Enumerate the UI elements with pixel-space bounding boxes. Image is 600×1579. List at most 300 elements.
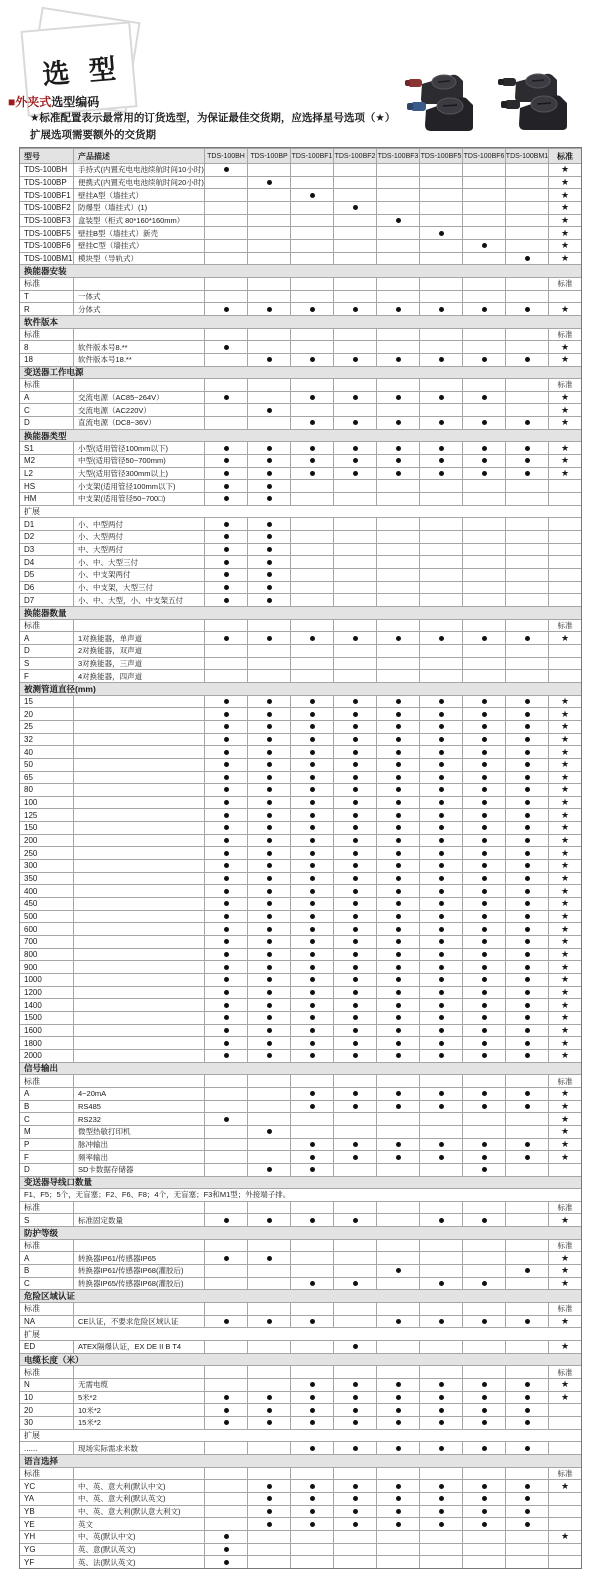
- availability-cell: [505, 202, 548, 214]
- availability-cell: [462, 632, 505, 644]
- empty-cell: [376, 329, 419, 341]
- availability-cell: [333, 569, 376, 581]
- availability-dot-icon: [353, 927, 358, 932]
- availability-cell: [247, 1025, 290, 1037]
- availability-dot-icon: [396, 420, 401, 425]
- availability-cell: [462, 544, 505, 556]
- transducer-pair-right: [498, 74, 567, 130]
- availability-cell: [419, 860, 462, 872]
- availability-dot-icon: [439, 990, 444, 995]
- row-code: 350: [24, 874, 38, 884]
- availability-cell: [462, 164, 505, 176]
- table-row: [20, 720, 581, 733]
- availability-cell: [290, 582, 333, 594]
- availability-cell: [505, 468, 548, 480]
- availability-cell: [462, 569, 505, 581]
- standard-cell: [548, 784, 581, 796]
- row-code: 25: [24, 722, 33, 732]
- availability-cell: [204, 518, 247, 530]
- availability-cell: [505, 1544, 548, 1556]
- availability-cell: [419, 417, 462, 429]
- row-code: TDS-100BF1: [24, 190, 71, 200]
- availability-dot-icon: [482, 471, 487, 476]
- standard-cell: [548, 1164, 581, 1176]
- empty-cell: [333, 620, 376, 632]
- availability-cell: [376, 809, 419, 821]
- row-desc: [73, 961, 204, 973]
- availability-dot-icon: [396, 307, 401, 312]
- row-code: TDS-100BH: [24, 165, 68, 175]
- availability-cell: [376, 898, 419, 910]
- availability-cell: [333, 354, 376, 366]
- row-code: NA: [24, 1317, 36, 1327]
- availability-cell: [376, 582, 419, 594]
- row-code: M: [24, 1127, 31, 1137]
- availability-dot-icon: [525, 1041, 530, 1046]
- availability-cell: [247, 1265, 290, 1277]
- standard-star-icon: ★: [560, 911, 570, 922]
- table-row: [20, 1555, 581, 1568]
- standard-cell: [548, 1506, 581, 1518]
- availability-cell: [505, 1480, 548, 1492]
- availability-dot-icon: [525, 825, 530, 830]
- availability-dot-icon: [439, 863, 444, 868]
- availability-dot-icon: [267, 1408, 272, 1413]
- availability-cell: [204, 392, 247, 404]
- row-code: ......: [24, 1443, 38, 1453]
- availability-dot-icon: [396, 1395, 401, 1400]
- availability-cell: [462, 936, 505, 948]
- availability-dot-icon: [353, 990, 358, 995]
- row-desc: [73, 835, 204, 847]
- row-code: 100: [24, 798, 38, 808]
- subsection-row: [20, 1327, 581, 1340]
- availability-cell: [247, 670, 290, 682]
- table-row: [20, 1125, 581, 1138]
- table-row: [20, 1251, 581, 1264]
- row-desc: 分体式: [73, 303, 204, 315]
- table-row: [20, 1441, 581, 1454]
- availability-cell: [204, 215, 247, 227]
- availability-dot-icon: [396, 750, 401, 755]
- availability-cell: [204, 645, 247, 657]
- availability-cell: [376, 1151, 419, 1163]
- availability-cell: [204, 860, 247, 872]
- availability-dot-icon: [224, 1534, 229, 1539]
- availability-cell: [204, 1265, 247, 1277]
- availability-dot-icon: [525, 990, 530, 995]
- standard-cell: [548, 1265, 581, 1277]
- row-desc: [73, 987, 204, 999]
- availability-cell: [419, 569, 462, 581]
- availability-cell: [505, 1506, 548, 1518]
- availability-cell: [419, 873, 462, 885]
- availability-dot-icon: [353, 205, 358, 210]
- availability-dot-icon: [396, 1382, 401, 1387]
- availability-cell: [290, 809, 333, 821]
- availability-dot-icon: [482, 446, 487, 451]
- row-code: YF: [24, 1557, 35, 1567]
- availability-dot-icon: [310, 965, 315, 970]
- table-row: [20, 1479, 581, 1492]
- availability-dot-icon: [439, 1382, 444, 1387]
- section-header-row: [20, 315, 581, 328]
- availability-cell: [204, 746, 247, 758]
- table-row: [20, 1049, 581, 1062]
- availability-dot-icon: [267, 800, 272, 805]
- availability-dot-icon: [482, 952, 487, 957]
- row-desc: [73, 1025, 204, 1037]
- standard-cell: [548, 518, 581, 530]
- availability-cell: [333, 215, 376, 227]
- availability-dot-icon: [353, 1408, 358, 1413]
- availability-cell: [376, 1265, 419, 1277]
- availability-cell: [204, 594, 247, 606]
- standard-star-icon: ★: [560, 1012, 570, 1023]
- availability-dot-icon: [482, 1522, 487, 1527]
- standard-cell: [548, 885, 581, 897]
- row-desc: 英、法(默认英文): [73, 1556, 204, 1568]
- availability-cell: [247, 544, 290, 556]
- standard-star-icon: ★: [560, 1265, 570, 1276]
- availability-cell: [247, 1050, 290, 1062]
- availability-cell: [505, 253, 548, 265]
- availability-cell: [247, 531, 290, 543]
- availability-cell: [204, 227, 247, 239]
- availability-cell: [333, 1518, 376, 1530]
- availability-cell: [290, 442, 333, 454]
- availability-dot-icon: [267, 787, 272, 792]
- availability-cell: [204, 809, 247, 821]
- row-desc: 小型(适用管径100mm以下): [73, 442, 204, 454]
- row-desc: [73, 746, 204, 758]
- availability-dot-icon: [267, 1028, 272, 1033]
- empty-cell: [290, 1075, 333, 1087]
- table-row: [20, 935, 581, 948]
- availability-cell: [462, 696, 505, 708]
- row-desc: [73, 949, 204, 961]
- section-label: 换能器安装: [24, 266, 67, 277]
- empty-cell: [333, 329, 376, 341]
- empty-cell: [247, 278, 290, 290]
- availability-cell: [505, 974, 548, 986]
- availability-cell: [333, 1417, 376, 1429]
- availability-dot-icon: [482, 1003, 487, 1008]
- row-desc: 小、中、大型，小、中支架五付: [73, 594, 204, 606]
- availability-dot-icon: [482, 1104, 487, 1109]
- availability-cell: [419, 164, 462, 176]
- empty-cell: [333, 1366, 376, 1378]
- standard-row-desc: [73, 379, 204, 391]
- availability-cell: [419, 202, 462, 214]
- row-code: 600: [24, 924, 38, 934]
- col-header-model: 型号: [24, 151, 40, 161]
- row-code: 200: [24, 836, 38, 846]
- product-photo: [400, 70, 590, 144]
- availability-dot-icon: [224, 800, 229, 805]
- availability-cell: [505, 493, 548, 505]
- availability-dot-icon: [310, 1395, 315, 1400]
- availability-dot-icon: [482, 800, 487, 805]
- row-code: F: [24, 1152, 29, 1162]
- availability-cell: [333, 1506, 376, 1518]
- availability-dot-icon: [224, 585, 229, 590]
- availability-cell: [333, 898, 376, 910]
- row-desc: 壁挂B型（墙挂式）新壳: [73, 227, 204, 239]
- section-header-row: [20, 1353, 581, 1366]
- availability-dot-icon: [482, 1484, 487, 1489]
- availability-cell: [247, 1493, 290, 1505]
- row-desc: 模块型（导轨式）: [73, 253, 204, 265]
- availability-dot-icon: [439, 825, 444, 830]
- availability-dot-icon: [396, 813, 401, 818]
- availability-cell: [204, 1544, 247, 1556]
- table-row: [20, 884, 581, 897]
- availability-dot-icon: [353, 307, 358, 312]
- availability-cell: [333, 987, 376, 999]
- availability-dot-icon: [353, 1522, 358, 1527]
- standard-star-icon: ★: [560, 847, 570, 858]
- empty-cell: [247, 1202, 290, 1214]
- standard-row-desc: [73, 1366, 204, 1378]
- empty-cell: [333, 278, 376, 290]
- availability-cell: [419, 1139, 462, 1151]
- availability-dot-icon: [396, 712, 401, 717]
- availability-cell: [204, 1164, 247, 1176]
- extended-option-note: 扩展选项需要额外的交货期: [30, 129, 156, 141]
- standard-star-icon: ★: [560, 632, 570, 643]
- availability-cell: [376, 1531, 419, 1543]
- availability-cell: [333, 468, 376, 480]
- availability-cell: [204, 1442, 247, 1454]
- availability-dot-icon: [396, 699, 401, 704]
- availability-cell: [290, 556, 333, 568]
- availability-dot-icon: [224, 560, 229, 565]
- availability-cell: [204, 417, 247, 429]
- row-desc: [73, 797, 204, 809]
- availability-cell: [419, 835, 462, 847]
- availability-dot-icon: [482, 851, 487, 856]
- availability-cell: [376, 1556, 419, 1568]
- availability-dot-icon: [439, 395, 444, 400]
- row-code: 2000: [24, 1051, 42, 1061]
- availability-dot-icon: [396, 914, 401, 919]
- table-row: [20, 441, 581, 454]
- availability-cell: [419, 1164, 462, 1176]
- empty-cell: [419, 620, 462, 632]
- availability-cell: [419, 392, 462, 404]
- availability-dot-icon: [482, 762, 487, 767]
- availability-dot-icon: [267, 750, 272, 755]
- standard-row-tag: 标准: [548, 1240, 581, 1252]
- availability-cell: [462, 1417, 505, 1429]
- standard-star-icon: ★: [560, 860, 570, 871]
- empty-cell: [376, 278, 419, 290]
- standard-cell: [548, 822, 581, 834]
- availability-dot-icon: [267, 598, 272, 603]
- availability-cell: [419, 341, 462, 353]
- availability-dot-icon: [267, 484, 272, 489]
- availability-dot-icon: [482, 1395, 487, 1400]
- empty-cell: [505, 379, 548, 391]
- availability-dot-icon: [353, 636, 358, 641]
- availability-cell: [462, 177, 505, 189]
- availability-cell: [376, 734, 419, 746]
- availability-cell: [333, 1265, 376, 1277]
- availability-dot-icon: [310, 1408, 315, 1413]
- availability-cell: [290, 1265, 333, 1277]
- availability-dot-icon: [224, 572, 229, 577]
- availability-dot-icon: [439, 307, 444, 312]
- availability-dot-icon: [267, 547, 272, 552]
- standard-star-icon: ★: [560, 1252, 570, 1263]
- availability-cell: [204, 1506, 247, 1518]
- availability-dot-icon: [482, 1509, 487, 1514]
- availability-cell: [204, 291, 247, 303]
- availability-dot-icon: [525, 876, 530, 881]
- table-row: [20, 302, 581, 315]
- availability-cell: [290, 885, 333, 897]
- availability-cell: [204, 1214, 247, 1226]
- availability-cell: [462, 594, 505, 606]
- empty-cell: [247, 329, 290, 341]
- standard-cell: [548, 189, 581, 201]
- availability-cell: [247, 1531, 290, 1543]
- standard-row-tag: 标准: [548, 1468, 581, 1480]
- availability-cell: [204, 1012, 247, 1024]
- availability-cell: [505, 645, 548, 657]
- availability-dot-icon: [224, 1420, 229, 1425]
- row-desc: [73, 1037, 204, 1049]
- availability-cell: [376, 1252, 419, 1264]
- availability-cell: [462, 949, 505, 961]
- availability-dot-icon: [310, 1420, 315, 1425]
- availability-cell: [204, 961, 247, 973]
- table-row: [20, 707, 581, 720]
- availability-dot-icon: [353, 1155, 358, 1160]
- table-row: [20, 1378, 581, 1391]
- row-code: C: [24, 1114, 30, 1124]
- availability-cell: [204, 1151, 247, 1163]
- availability-cell: [376, 1544, 419, 1556]
- standard-cell: [548, 1556, 581, 1568]
- section-label: 软件版本: [24, 316, 59, 327]
- availability-cell: [247, 556, 290, 568]
- standard-cell: [548, 240, 581, 252]
- row-desc: 标准固定数量: [73, 1214, 204, 1226]
- availability-dot-icon: [224, 496, 229, 501]
- availability-cell: [462, 468, 505, 480]
- row-desc: [73, 873, 204, 885]
- availability-dot-icon: [310, 1142, 315, 1147]
- table-row: [20, 340, 581, 353]
- availability-cell: [419, 582, 462, 594]
- availability-cell: [419, 961, 462, 973]
- standard-cell: [548, 974, 581, 986]
- table-row: [20, 796, 581, 809]
- availability-cell: [505, 809, 548, 821]
- standard-row-desc: [73, 1303, 204, 1315]
- availability-cell: [333, 253, 376, 265]
- availability-dot-icon: [439, 889, 444, 894]
- availability-cell: [333, 1316, 376, 1328]
- row-code: 50: [24, 760, 33, 770]
- availability-cell: [505, 544, 548, 556]
- availability-dot-icon: [525, 699, 530, 704]
- availability-cell: [376, 658, 419, 670]
- availability-dot-icon: [353, 1509, 358, 1514]
- availability-cell: [333, 645, 376, 657]
- availability-dot-icon: [224, 952, 229, 957]
- standard-star-icon: ★: [560, 227, 570, 238]
- availability-cell: [333, 341, 376, 353]
- row-code: D: [24, 418, 30, 428]
- availability-dot-icon: [224, 1117, 229, 1122]
- availability-cell: [290, 670, 333, 682]
- availability-dot-icon: [267, 927, 272, 932]
- availability-cell: [247, 1404, 290, 1416]
- row-code: 1500: [24, 1013, 42, 1023]
- row-code: S1: [24, 443, 34, 453]
- empty-cell: [290, 278, 333, 290]
- availability-cell: [376, 177, 419, 189]
- standard-star-icon: ★: [560, 1138, 570, 1149]
- table-row: [20, 1315, 581, 1328]
- availability-dot-icon: [353, 914, 358, 919]
- availability-cell: [204, 253, 247, 265]
- availability-cell: [376, 1480, 419, 1492]
- row-code: L2: [24, 469, 33, 479]
- table-row: [20, 948, 581, 961]
- standard-row-label: 标准: [24, 1367, 40, 1377]
- standard-star-icon: ★: [560, 759, 570, 770]
- availability-cell: [290, 936, 333, 948]
- availability-dot-icon: [396, 724, 401, 729]
- availability-cell: [290, 658, 333, 670]
- availability-cell: [247, 468, 290, 480]
- section-label: 变送器工作电源: [24, 367, 84, 378]
- availability-cell: [462, 721, 505, 733]
- availability-cell: [290, 1531, 333, 1543]
- table-row: [20, 416, 581, 429]
- section-label: 防护等级: [24, 1227, 59, 1238]
- row-code: S: [24, 658, 30, 668]
- availability-cell: [333, 556, 376, 568]
- availability-dot-icon: [224, 927, 229, 932]
- availability-cell: [419, 1113, 462, 1125]
- standard-row-desc: [73, 1075, 204, 1087]
- availability-cell: [204, 1088, 247, 1100]
- availability-cell: [247, 797, 290, 809]
- table-row: [20, 517, 581, 530]
- availability-cell: [290, 177, 333, 189]
- availability-cell: [247, 1480, 290, 1492]
- availability-dot-icon: [353, 1382, 358, 1387]
- availability-cell: [419, 215, 462, 227]
- row-code: M2: [24, 456, 36, 466]
- availability-dot-icon: [353, 1420, 358, 1425]
- availability-cell: [419, 1151, 462, 1163]
- selection-table: [19, 147, 582, 1569]
- availability-cell: [290, 797, 333, 809]
- availability-cell: [333, 949, 376, 961]
- availability-cell: [376, 354, 419, 366]
- availability-cell: [505, 860, 548, 872]
- standard-cell: [548, 1088, 581, 1100]
- table-row: [20, 922, 581, 935]
- table-row: [20, 960, 581, 973]
- availability-cell: [247, 1101, 290, 1113]
